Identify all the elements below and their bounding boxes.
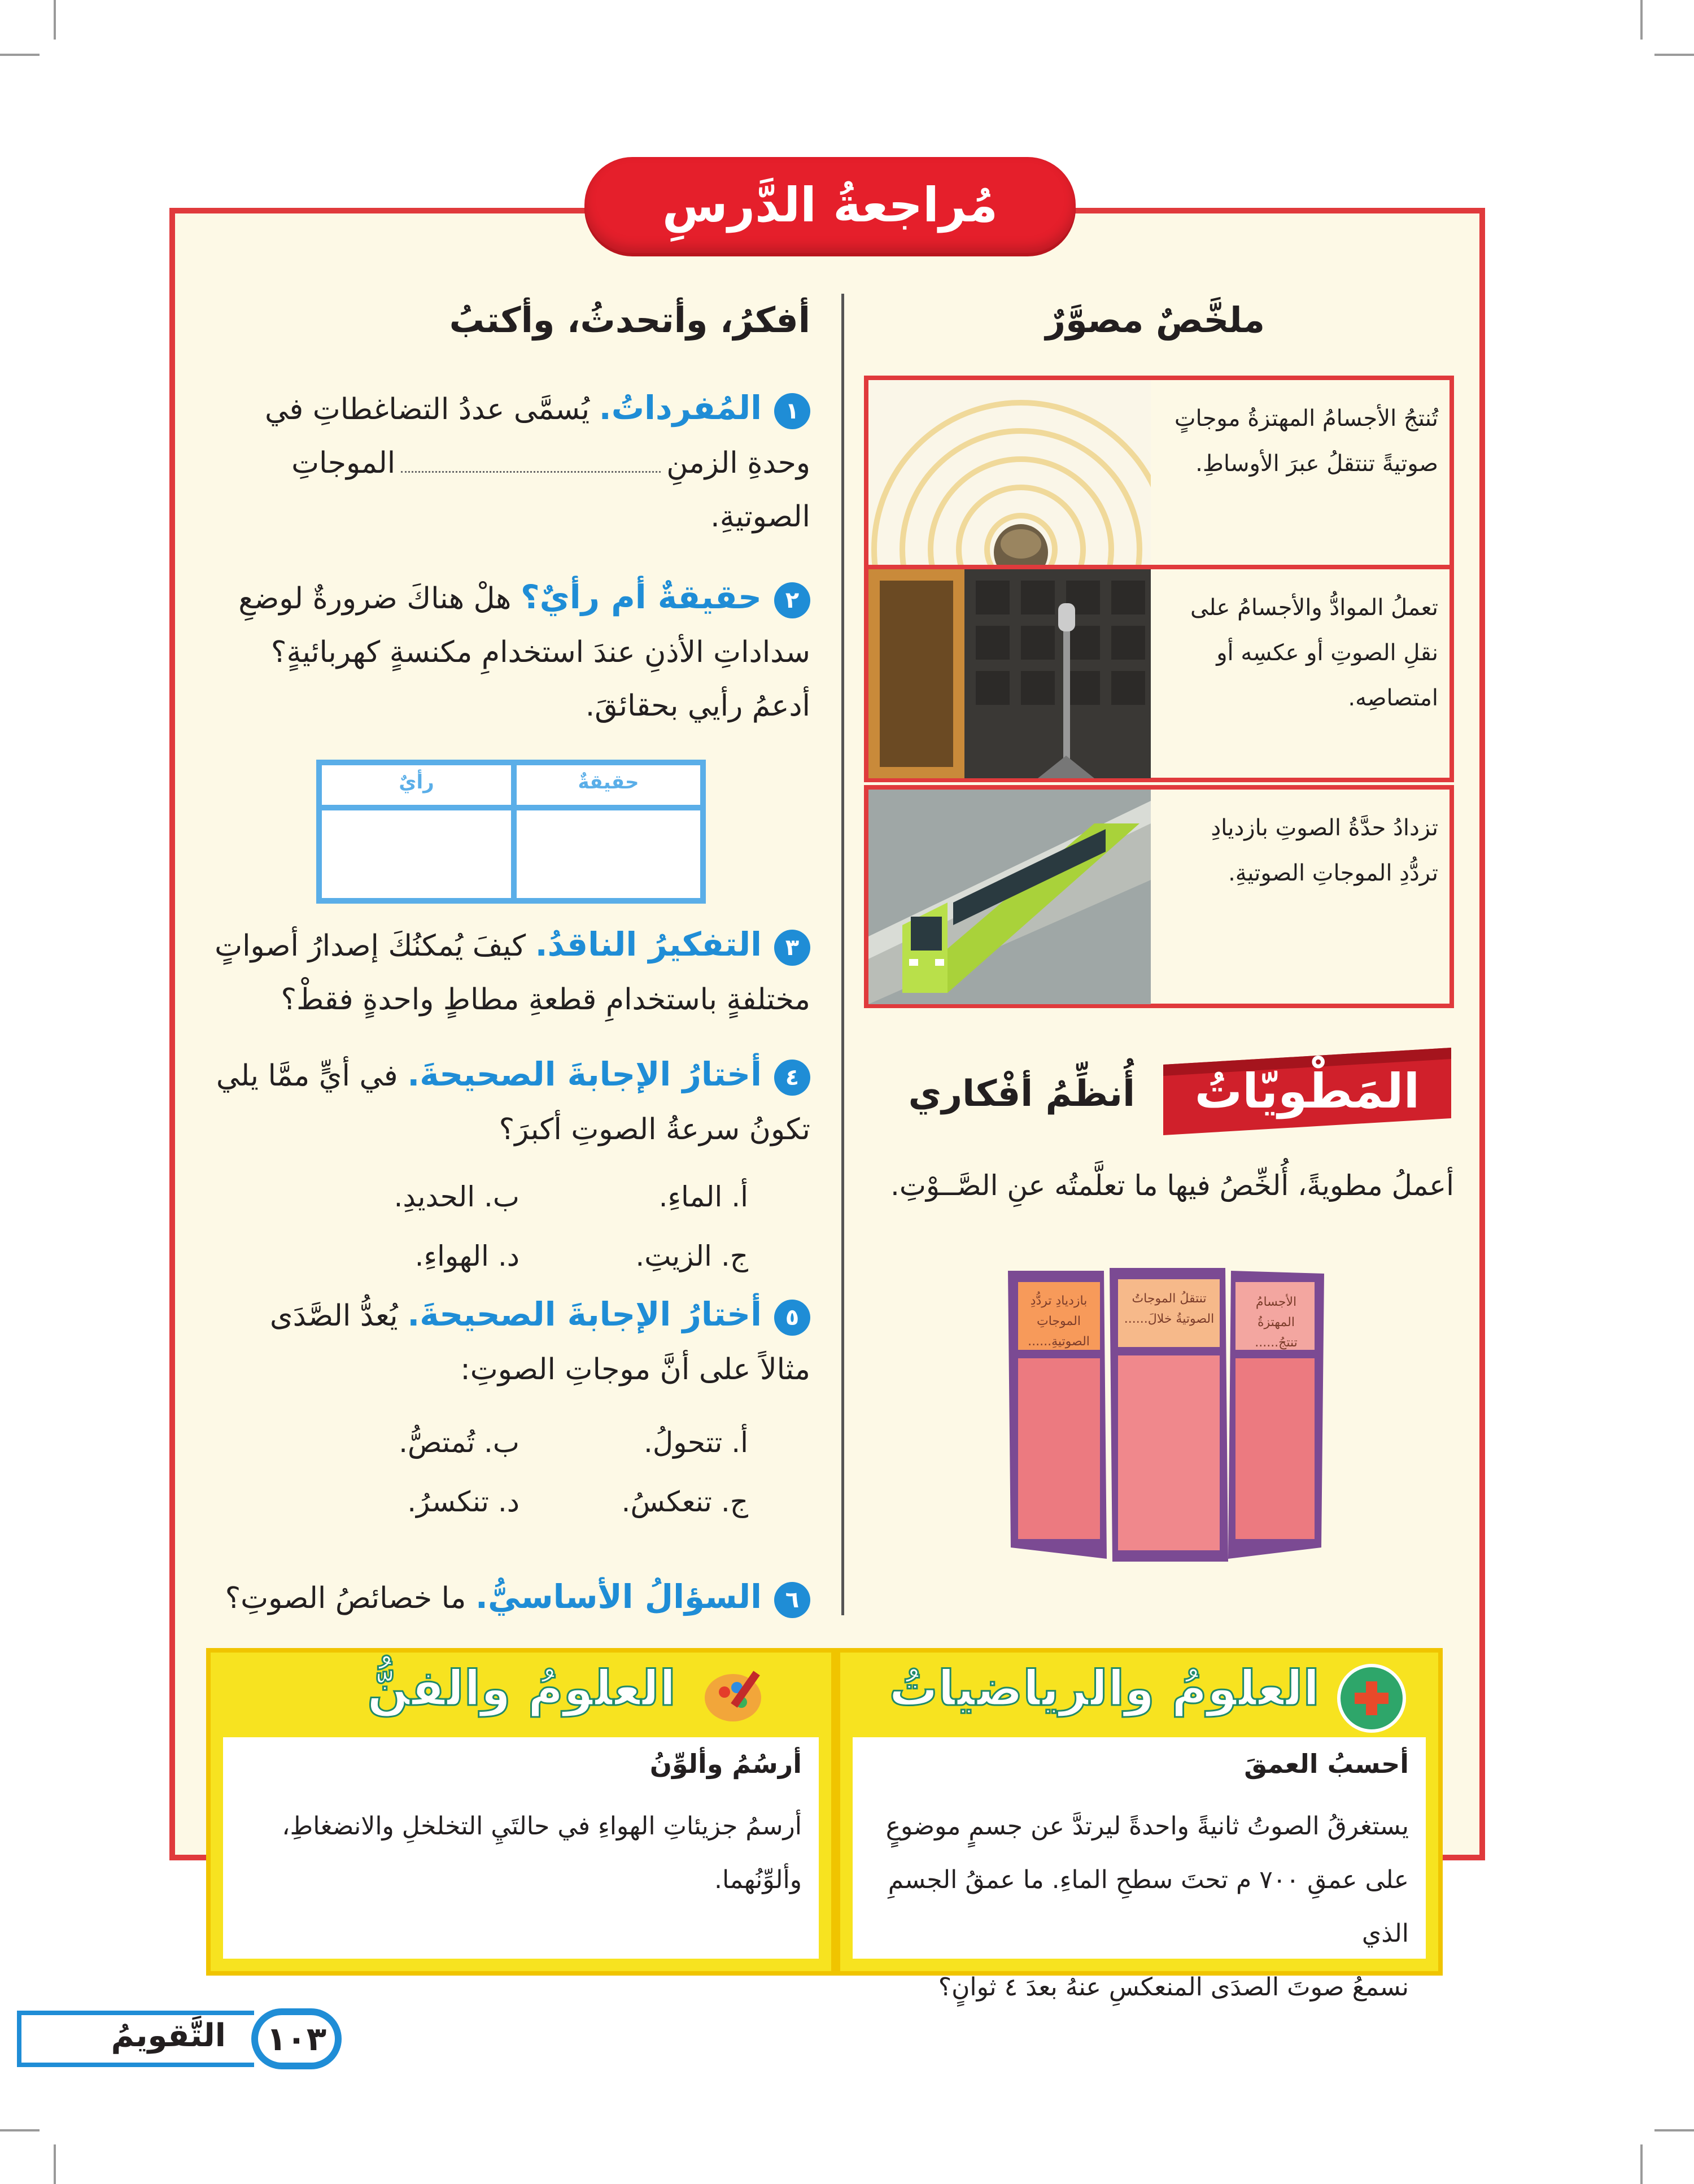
question-4 (130, 1048, 810, 1157)
answer-option[interactable]: ج. تنعكسُ. (621, 1485, 748, 1518)
crop-mark (54, 2144, 56, 2184)
page-number: ١٠٣ (258, 2015, 335, 2063)
question-text: في أيٍّ ممَّا يلي (216, 1059, 398, 1093)
question-head: السؤالُ الأساسيُّ. (475, 1577, 762, 1616)
question-head: أختارُ الإجابةَ الصحيحةَ. (407, 1295, 762, 1333)
question-head: أختارُ الإجابةَ الصحيحةَ. (407, 1055, 762, 1093)
question-3 (130, 918, 810, 1027)
question-text: كيفَ يُمكنُكَ إصدارُ أصواتٍ (215, 929, 526, 963)
answer-option[interactable]: أ. تتحولُ. (643, 1426, 748, 1459)
foldables-banner (1163, 1048, 1451, 1135)
question-number: ٢ (774, 582, 810, 618)
crop-mark (54, 0, 56, 40)
question-text: مختلفةٍ باستخدامِ قطعةِ مطاطٍ واحدةٍ فقطْ؟ (281, 983, 810, 1017)
page-title: مُراجعةُ الدَّرسِ (584, 157, 1076, 253)
crop-mark (0, 54, 40, 56)
foldables-instruction: أعملُ مطويةً، أُلخِّصُ فيها ما تعلَّمتُه عنِ الصَّــوْتِ. (890, 1169, 1454, 1202)
question-number: ٣ (774, 930, 810, 966)
math-box-line: على عمقِ ٧٠٠ م تحتَ سطحِ الماءِ. ما عمقُ الجسمِ الذي (888, 1865, 1409, 1948)
question-1 (130, 381, 810, 544)
question-head: التفكيرُ الناقدُ. (535, 925, 762, 964)
column-divider (841, 294, 844, 1615)
question-head: المُفرداتُ. (599, 389, 762, 427)
answer-option[interactable]: د. تنكسرُ. (407, 1485, 519, 1518)
question-text: الموجاتِ (291, 446, 396, 480)
foldables-brand: المَطْويّاتُ (1194, 1063, 1420, 1119)
foldable-illustration (1008, 1265, 1330, 1564)
answer-option[interactable]: د. الهواءِ. (414, 1240, 519, 1272)
foldable-panel-label: الأجسامُ المهتزةُ تنتجُ...... (1255, 1295, 1298, 1350)
question-5 (130, 1288, 810, 1397)
math-box-title: العلومُ والرياضياتُ (889, 1660, 1320, 1717)
foldable-panel-label: بازديادِ تردُّدِ الموجاتِ الصوتيةِ...... (1028, 1294, 1090, 1349)
paintbrush-icon (702, 1664, 772, 1726)
answer-option[interactable]: أ. الماءِ. (658, 1180, 748, 1213)
question-number: ١ (774, 393, 810, 429)
question-text: الصوتيةِ. (710, 500, 810, 534)
summary-card-vibration (864, 376, 1454, 593)
question-text: يُعدُّ الصَّدَى (269, 1299, 398, 1333)
question-2 (130, 570, 810, 733)
answer-option[interactable]: ج. الزيتِ. (635, 1240, 748, 1272)
answer-blank[interactable] (401, 465, 661, 473)
math-box-body (844, 1799, 1409, 2014)
art-box-line: أرسمُ جزيئاتِ الهواءِ في حالتَيِ التخلخلِ والانضغاطِ، (282, 1812, 802, 1841)
question-text: سداداتِ الأذنِ عندَ استخدامِ مكنسةٍ كهربائيةٍ؟ (270, 635, 810, 669)
math-plus-icon (1337, 1664, 1406, 1733)
crop-mark (1654, 54, 1694, 56)
math-box-line: نسمعُ صوتَ الصدَى المنعكسِ عنهُ بعدَ ٤ ثوانٍ؟ (938, 1973, 1409, 2002)
summary-card-text: تعملُ الموادُّ والأجسامُ على نقلِ الصوتِ أو عكسِه أو امتصاصِه. (1190, 595, 1438, 711)
science-math-box (836, 1648, 1443, 2002)
question-text: هلْ هناكَ ضرورةٌ لوضعِ (238, 582, 512, 616)
science-art-box (206, 1648, 836, 1976)
question-number: ٤ (774, 1060, 810, 1096)
think-title: أفكرُ، وأتحدثُ، وأكتبُ (449, 299, 810, 341)
question-text: وحدةِ الزمنِ (666, 446, 810, 480)
crop-mark (1654, 2129, 1694, 2131)
question-number: ٦ (774, 1582, 810, 1618)
bell-icon (868, 380, 1151, 588)
table-header-fact: حقيقةٌ (517, 765, 700, 810)
art-box-body (215, 1799, 802, 1907)
summary-card-transmission (864, 565, 1454, 782)
page-number-badge (251, 2008, 342, 2069)
answer-option[interactable]: ب. تُمتصُّ. (399, 1426, 519, 1459)
question-6 (130, 1570, 810, 1625)
summary-card-text: تُنتجُ الأجسامُ المهتزةُ موجاتٍ صوتيةً تنتقلُ عبرَ الأوساطِ. (1174, 406, 1438, 477)
question-text: تكونُ سرعةُ الصوتِ أكبرَ؟ (499, 1113, 810, 1147)
question-head: حقيقةٌ أم رأيٌ؟ (521, 578, 762, 616)
crop-mark (1640, 0, 1643, 40)
question-text: أدعمُ رأيي بحقائقَ. (585, 689, 810, 723)
art-box-subtitle: أرسُمُ وألوِّنُ (649, 1749, 802, 1779)
microphone-icon (868, 569, 1151, 778)
summary-card-text: تزدادُ حدَّةُ الصوتِ بازديادِ تردُّدِ الموجاتِ الصوتيةِ. (1211, 815, 1438, 886)
math-box-content (853, 1737, 1426, 2002)
art-box-content (223, 1737, 819, 1959)
fact-opinion-table[interactable] (316, 760, 706, 904)
table-divider (511, 765, 517, 898)
crop-mark (0, 2129, 40, 2131)
table-header-opinion: رأيٌ (322, 765, 511, 810)
summary-title: ملخَّصٌ مصوَّرٌ (1045, 299, 1265, 341)
answer-option[interactable]: ب. الحديدِ. (394, 1180, 519, 1213)
math-box-line: يستغرقُ الصوتُ ثانيةً واحدةً ليرتدَّ عن جسمٍ موضوعٍ (885, 1812, 1409, 1841)
question-text: ما خصائصُ الصوتِ؟ (225, 1581, 466, 1615)
question-number: ٥ (774, 1300, 810, 1336)
question-text: يُسمَّى عددُ التضاغطاتِ في (265, 393, 590, 426)
crop-mark (1640, 2144, 1643, 2184)
train-icon (868, 790, 1151, 1004)
art-box-line: وألوِّنُهما. (714, 1865, 802, 1894)
section-name: التَّقويمُ (111, 2017, 226, 2054)
foldable-panel-label: تنتقلُ الموجاتُ الصوتيةُ خلالَ...... (1124, 1292, 1215, 1326)
page-footer (17, 2011, 328, 2067)
art-box-title: العلومُ والفنُّ (367, 1660, 676, 1717)
math-box-subtitle: أحسبُ العمقَ (1244, 1749, 1409, 1779)
summary-card-pitch (864, 785, 1454, 1008)
foldables-subtitle: أُنظِّمُ أفْكاري (908, 1073, 1135, 1115)
question-text: مثالاً على أنَّ موجاتِ الصوتِ: (460, 1353, 810, 1387)
